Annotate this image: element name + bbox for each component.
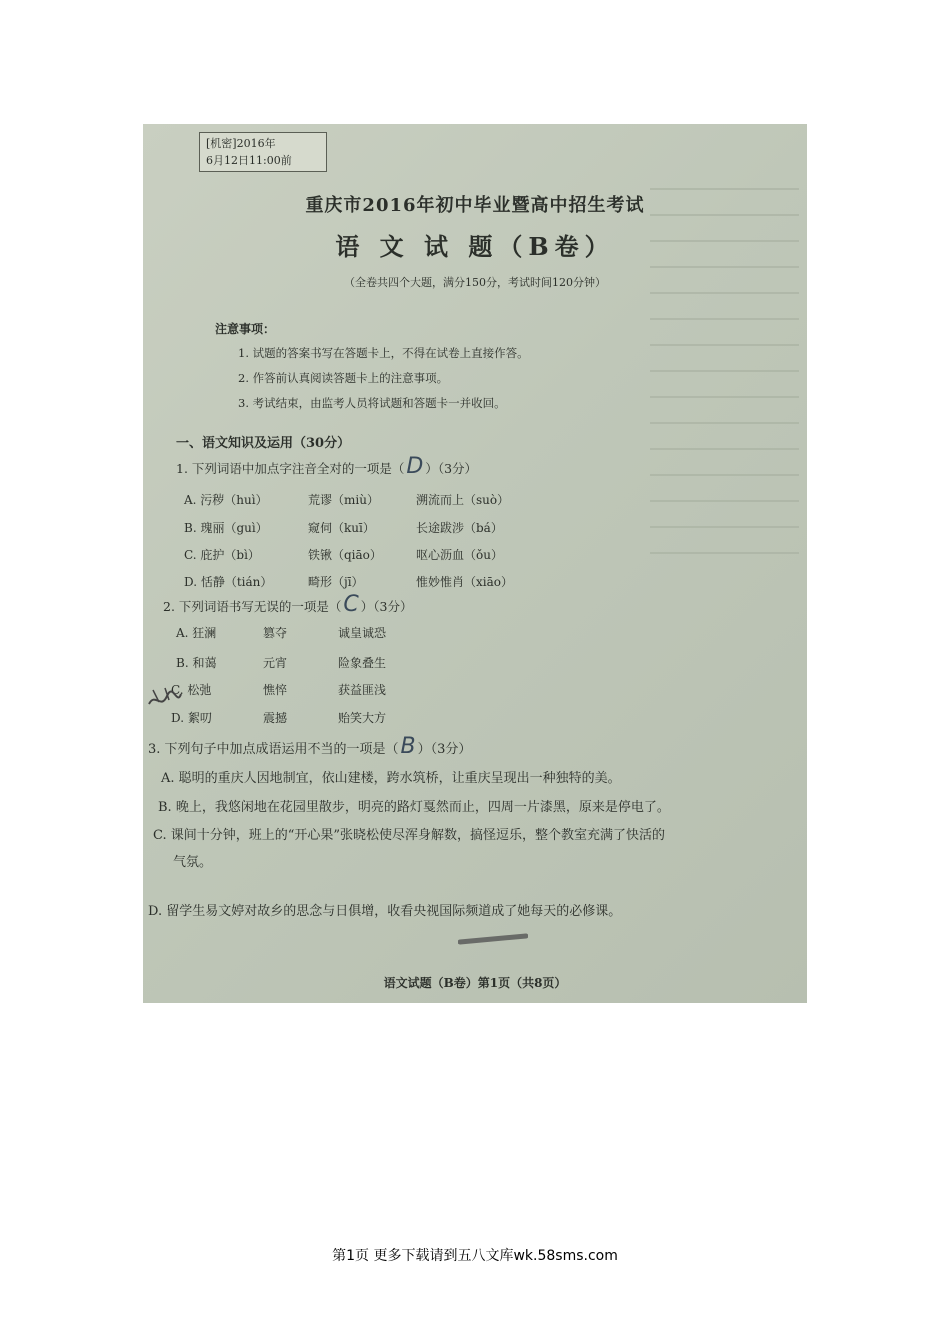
handwritten-answer-2: C <box>343 592 359 617</box>
stamp-line-2: 6月12日11:00前 <box>206 154 292 167</box>
handwritten-margin-mark <box>145 684 185 714</box>
stamp-line-1: [机密]2016年 <box>206 137 276 150</box>
q1-option-d: D. 恬静（tián） <box>184 575 273 589</box>
q2-option-b-3: 险象叠生 <box>338 656 387 670</box>
q3-option-c: C. 课间十分钟，班上的“开心果”张晓松使尽浑身解数，搞怪逗乐，整个教室充满了快活的 <box>153 828 666 843</box>
q1-option-d-2: 畸形（jī） <box>308 575 364 589</box>
q2-option-a-3: 诚皇诚恐 <box>338 626 387 640</box>
exam-page-footer: 语文试题（B卷）第1页（共8页） <box>383 976 567 990</box>
note-item: 1. 试题的答案书写在答题卡上，不得在试卷上直接作答。 <box>238 346 529 360</box>
question-1-text: 1. 下列词语中加点字注音全对的一项是（ <box>176 461 405 476</box>
note-item: 3. 考试结束，由监考人员将试题和答题卡一并收回。 <box>238 396 506 410</box>
q1-option-b-2: 窥伺（kuī） <box>308 521 375 535</box>
exam-photo <box>143 124 807 1003</box>
question-2-score: ）（3分） <box>360 599 413 614</box>
question-2-stem <box>163 592 412 617</box>
q1-option-c: C. 庇护（bì） <box>184 548 260 562</box>
question-2-text: 2. 下列词语书写无误的一项是（ <box>163 599 342 614</box>
q1-option-b: B. 瑰丽（guì） <box>184 521 268 535</box>
document-footer: 第1页 更多下载请到五八文库wk.58sms.com <box>332 1248 618 1264</box>
q1-option-a: A. 污秽（huì） <box>184 493 268 507</box>
question-1-score: ）（3分） <box>425 461 478 476</box>
q2-option-c-2: 憔悴 <box>263 683 288 697</box>
q2-option-c-3: 获益匪浅 <box>338 683 387 697</box>
ink-scribble <box>458 932 528 946</box>
notes-heading: 注意事项： <box>215 322 276 336</box>
exam-subject: 语 文 试 题（B卷） <box>335 232 615 261</box>
q1-option-a-3: 溯流而上（suò） <box>416 493 510 507</box>
handwritten-answer-3: B <box>400 734 416 759</box>
question-1-stem <box>176 454 477 479</box>
q1-option-b-3: 长途跋涉（bá） <box>416 521 503 535</box>
q1-option-c-3: 呕心沥血（ǒu） <box>416 548 503 562</box>
q2-option-a-2: 篡夺 <box>263 626 288 640</box>
q2-option-d: D. 絮叨 <box>171 711 212 725</box>
note-item: 2. 作答前认真阅读答题卡上的注意事项。 <box>238 371 449 385</box>
q1-option-c-2: 铁锹（qiāo） <box>308 548 382 562</box>
question-3-text: 3. 下列句子中加点成语运用不当的一项是（ <box>148 742 399 757</box>
confidential-stamp <box>199 132 327 172</box>
q2-option-b-2: 元宵 <box>263 656 288 670</box>
question-3-score: ）（3分） <box>417 742 472 757</box>
q1-option-a-2: 荒谬（miù） <box>308 493 379 507</box>
section-heading: 一、语文知识及运用（30分） <box>176 436 351 451</box>
q2-option-a: A. 狂澜 <box>176 626 217 640</box>
handwritten-answer-1: D <box>406 454 424 479</box>
exam-info: （全卷共四个大题，满分150分，考试时间120分钟） <box>344 276 606 289</box>
q3-option-c-cont: 气氛。 <box>173 855 213 870</box>
exam-title: 重庆市2016年初中毕业暨高中招生考试 <box>305 195 645 216</box>
q2-option-b: B. 和蔼 <box>176 656 217 670</box>
q2-option-d-2: 震撼 <box>263 711 288 725</box>
question-3-stem <box>148 734 471 759</box>
q1-option-d-3: 惟妙惟肖（xiāo） <box>416 575 513 589</box>
q2-option-d-3: 贻笑大方 <box>338 711 387 725</box>
q3-option-b: B. 晚上，我悠闲地在花园里散步，明亮的路灯戛然而止，四周一片漆黑，原来是停电了。 <box>158 800 670 815</box>
q2-option-c: C. 松弛 <box>171 683 212 697</box>
q3-option-a: A. 聪明的重庆人因地制宜，依山建楼，跨水筑桥，让重庆呈现出一种独特的美。 <box>161 771 621 786</box>
q3-option-d: D. 留学生易文婷对故乡的思念与日俱增，收看央视国际频道成了她每天的必修课。 <box>148 904 622 919</box>
